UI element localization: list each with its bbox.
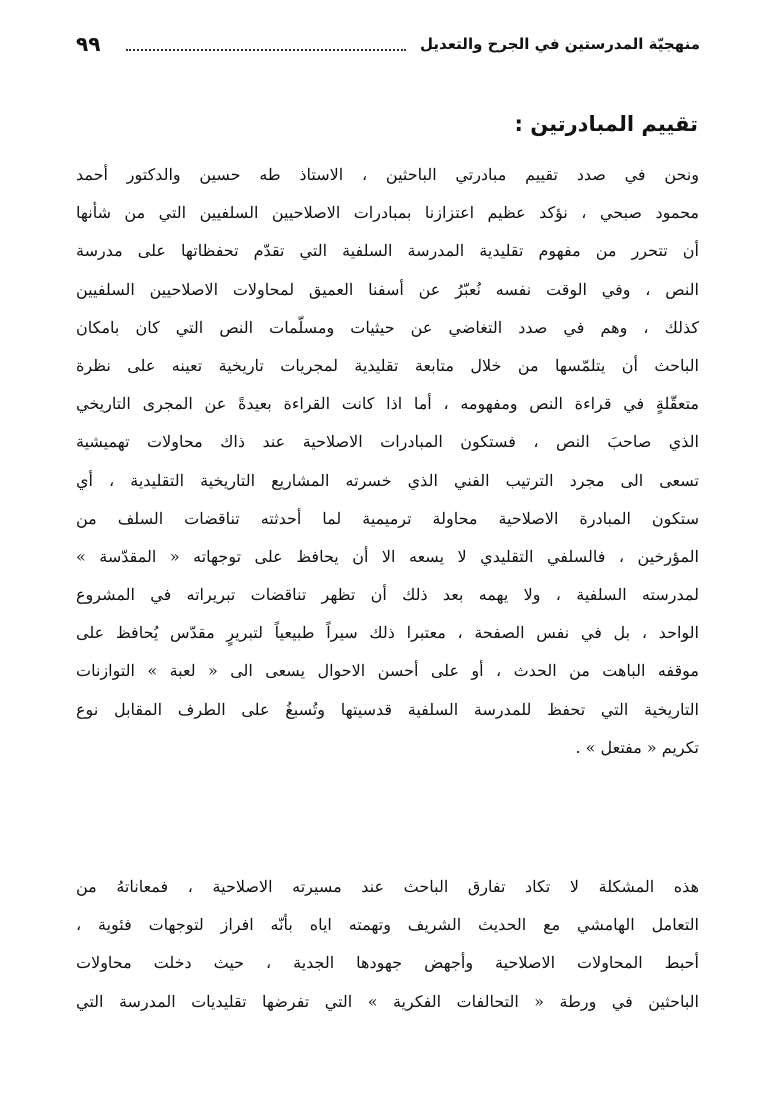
text-line: لمدرسته السلفية ، ولا يهمه بعد ذلك أن تظهر تناقضات تبريراته في المشروع (76, 585, 699, 605)
text-line: التعامل الهامشي مع الحديث الشريف وتهمته اياه بأنّه افراز لتوجهات فئوية ، (76, 915, 699, 935)
text-line: النص ، وفي الوقت نفسه نُعبّرُ عن أسفنا العميق لمحاولات الاصلاحيين السلفيين (76, 279, 699, 299)
text-line: الباحث أن يتلمّسها من خلال متابعة تقليدية لمجريات تاريخية تعينه على نظرة (76, 355, 699, 375)
text-line: ونحن في صدد تقييم مبادرتي الباحثين ، الاستاذ طه حسين والدكتور أحمد (76, 165, 699, 184)
text-line: المؤرخين ، فالسلفي التقليدي لا يسعه الا أن يحافظ على توجهاته « المقدّسة » (76, 546, 699, 566)
text-line: تسعى الى مجرد الترتيب الفني الذي خسرته المشاريع التاريخية التقليدية ، أي (76, 470, 699, 490)
text-line: موقفه الباهت من الحدث ، أو على أحسن الاحوال يسعى الى « لعبة » التوازنات (76, 661, 699, 681)
page-header (76, 28, 700, 60)
page-number: ٩٩ (76, 32, 101, 56)
text-line: متعقّلةٍ في قراءة النص ومفهومه ، أما اذا كانت القراءة بعيدةً عن المجرى التاريخي (76, 394, 699, 414)
text-line: هذه المشكلة لا تكاد تفارق الباحث عند مسيرته الاصلاحية ، فمعاناتهُ من (76, 877, 699, 896)
text-line: أحبط المحاولات الاصلاحية وأجهض جهودها الجدية ، حيث دخلت محاولات (76, 953, 699, 973)
text-line: تكريم « مفتعل » . (575, 737, 699, 757)
text-line: كذلك ، وهم في صدد التغاضي عن حيثيات ومسلّمات النص التي كان بامكان (76, 317, 699, 337)
text-line: أن تتحرر من مفهوم تقليدية المدرسة السلفية التي تقدّم تحفظاتها على مدرسة (76, 241, 699, 261)
text-line: الواحد ، بل في نفس الصفحة ، معتبرا ذلك سيراً طبيعياً لتبريرٍ مقدّس يُحافظ على (76, 623, 699, 643)
text-line: التاريخية التي تحفظ للمدرسة السلفية قدسيتها وتُسبغُ على الطرف المقابل نوع (76, 699, 699, 719)
text-line: الباحثين في ورطة « التحالفات الفكرية » التي تفرضها تقليديات المدرسة التي (76, 991, 699, 1011)
text-line: محمود صبحي ، نؤكد عظيم اعتزازنا بمبادرات الاصلاحيين السلفيين التي من شأنها (76, 203, 699, 223)
header-dotted-leader (126, 37, 406, 51)
paragraph-2 (76, 868, 699, 1021)
section-title: تقييم المبادرتين : (514, 112, 698, 136)
paragraph-1 (76, 156, 699, 767)
text-line: ستكون المبادرة الاصلاحية محاولة ترميمية لما أحدثته تناقضات السلف من (76, 508, 699, 528)
running-title: منهجيّة المدرستين في الجرح والتعديل (420, 35, 700, 53)
text-line: الذي صاحبَ النص ، فستكون المبادرات الاصلاحية عند ذاك محاولات تهميشية (76, 432, 699, 452)
